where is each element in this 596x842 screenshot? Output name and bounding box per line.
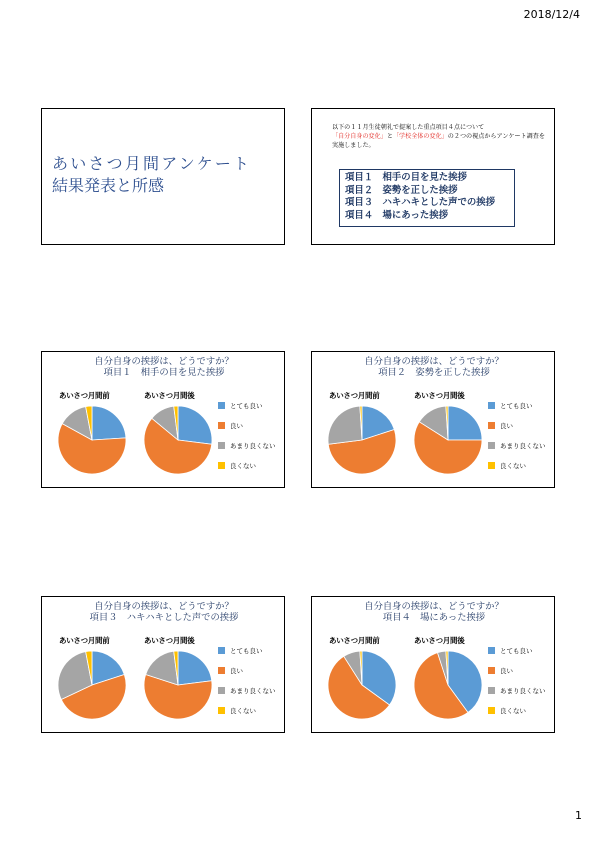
legend-swatch	[488, 422, 495, 429]
slice-very-good	[178, 651, 212, 685]
focus-item-4: 項目４ 場にあった挨拶	[345, 209, 449, 221]
pie-before	[328, 651, 396, 719]
legend-label: あまり良くない	[230, 442, 276, 450]
legend-label: とても良い	[230, 647, 263, 655]
pie-label-before: あいさつ月間前	[59, 636, 110, 645]
legend-swatch	[488, 707, 495, 714]
legend-label: 良い	[500, 667, 513, 675]
print-date: 2018/12/4	[523, 8, 580, 21]
title-line-2: 結果発表と所感	[52, 176, 165, 195]
intro-highlight-school: 「学校全体の変化」	[392, 133, 448, 140]
slide-chart-item4	[311, 596, 555, 733]
intro-text-and: と	[386, 133, 393, 140]
legend-swatch	[218, 422, 225, 429]
pie-label-after: あいさつ月間後	[144, 391, 195, 400]
legend-label: とても良い	[230, 402, 263, 410]
legend-label: あまり良くない	[500, 687, 546, 695]
pie-before	[58, 651, 126, 719]
focus-items-box	[339, 169, 515, 227]
chart-question: 自分自身の挨拶は、どうですか？	[94, 601, 234, 612]
legend-label: 良い	[230, 422, 243, 430]
pie-label-after: あいさつ月間後	[414, 636, 465, 645]
chart-subtitle: 項目４ 場にあった挨拶	[382, 612, 486, 623]
slide-title	[41, 108, 285, 245]
chart-question: 自分自身の挨拶は、どうですか？	[364, 356, 504, 367]
pie-label-after: あいさつ月間後	[414, 391, 465, 400]
legend-swatch	[488, 647, 495, 654]
legend-swatch	[488, 442, 495, 449]
pie-after	[414, 406, 482, 474]
page-number: 1	[575, 809, 582, 822]
slide-chart-item1	[41, 351, 285, 488]
legend-label: 良くない	[230, 462, 256, 470]
chart-subtitle: 項目３ ハキハキとした声での挨拶	[89, 612, 239, 623]
slide-chart-item2	[311, 351, 555, 488]
chart-question: 自分自身の挨拶は、どうですか？	[94, 356, 234, 367]
intro-text-part1: 以下の１１月生徒朝礼で提案した重点項目４点について	[332, 124, 485, 131]
legend-swatch	[218, 647, 225, 654]
legend-label: とても良い	[500, 402, 533, 410]
legend-swatch	[218, 442, 225, 449]
legend-swatch	[488, 687, 495, 694]
pie-label-before: あいさつ月間前	[59, 391, 110, 400]
legend-swatch	[488, 462, 495, 469]
legend-label: 良くない	[500, 462, 526, 470]
intro-text	[332, 123, 548, 150]
legend-swatch	[218, 667, 225, 674]
legend-label: あまり良くない	[230, 687, 276, 695]
pie-before	[328, 406, 396, 474]
intro-highlight-self: 「自分自身の変化」	[332, 133, 387, 140]
chart-question: 自分自身の挨拶は、どうですか？	[364, 601, 504, 612]
focus-item-3: 項目３ ハキハキとした声での挨拶	[345, 197, 496, 208]
pie-after	[144, 406, 212, 474]
legend-label: あまり良くない	[500, 442, 546, 450]
pie-label-before: あいさつ月間前	[329, 636, 380, 645]
slide-intro	[311, 108, 555, 245]
legend-swatch	[218, 402, 225, 409]
legend-label: 良くない	[500, 707, 526, 715]
legend-label: 良い	[230, 667, 243, 675]
intro-text-part2: の２つの視点からアンケート調査を実施しました。	[332, 133, 545, 149]
legend-label: 良い	[500, 422, 513, 430]
pie-label-after: あいさつ月間後	[144, 636, 195, 645]
chart-subtitle: 項目２ 姿勢を正した挨拶	[378, 367, 490, 378]
slide-chart-item3	[41, 596, 285, 733]
legend-swatch	[488, 667, 495, 674]
title-line-1: あいさつ月間アンケート	[52, 154, 252, 173]
focus-item-2: 項目２ 姿勢を正した挨拶	[345, 184, 458, 196]
pie-label-before: あいさつ月間前	[329, 391, 380, 400]
slice-very-good	[178, 406, 212, 444]
legend-label: 良くない	[230, 707, 256, 715]
pie-before	[58, 406, 126, 474]
legend-swatch	[218, 707, 225, 714]
slice-not-so-good	[328, 406, 362, 444]
legend-swatch	[218, 462, 225, 469]
slice-very-good	[448, 406, 482, 440]
slice-very-good	[92, 406, 126, 440]
presentation-title	[52, 153, 251, 197]
pie-after	[144, 651, 212, 719]
pie-after	[414, 651, 482, 719]
legend-label: とても良い	[500, 647, 533, 655]
chart-subtitle: 項目１ 相手の目を見た挨拶	[103, 367, 225, 378]
focus-item-1: 項目１ 相手の目を見た挨拶	[345, 172, 467, 183]
legend-swatch	[218, 687, 225, 694]
legend-swatch	[488, 402, 495, 409]
